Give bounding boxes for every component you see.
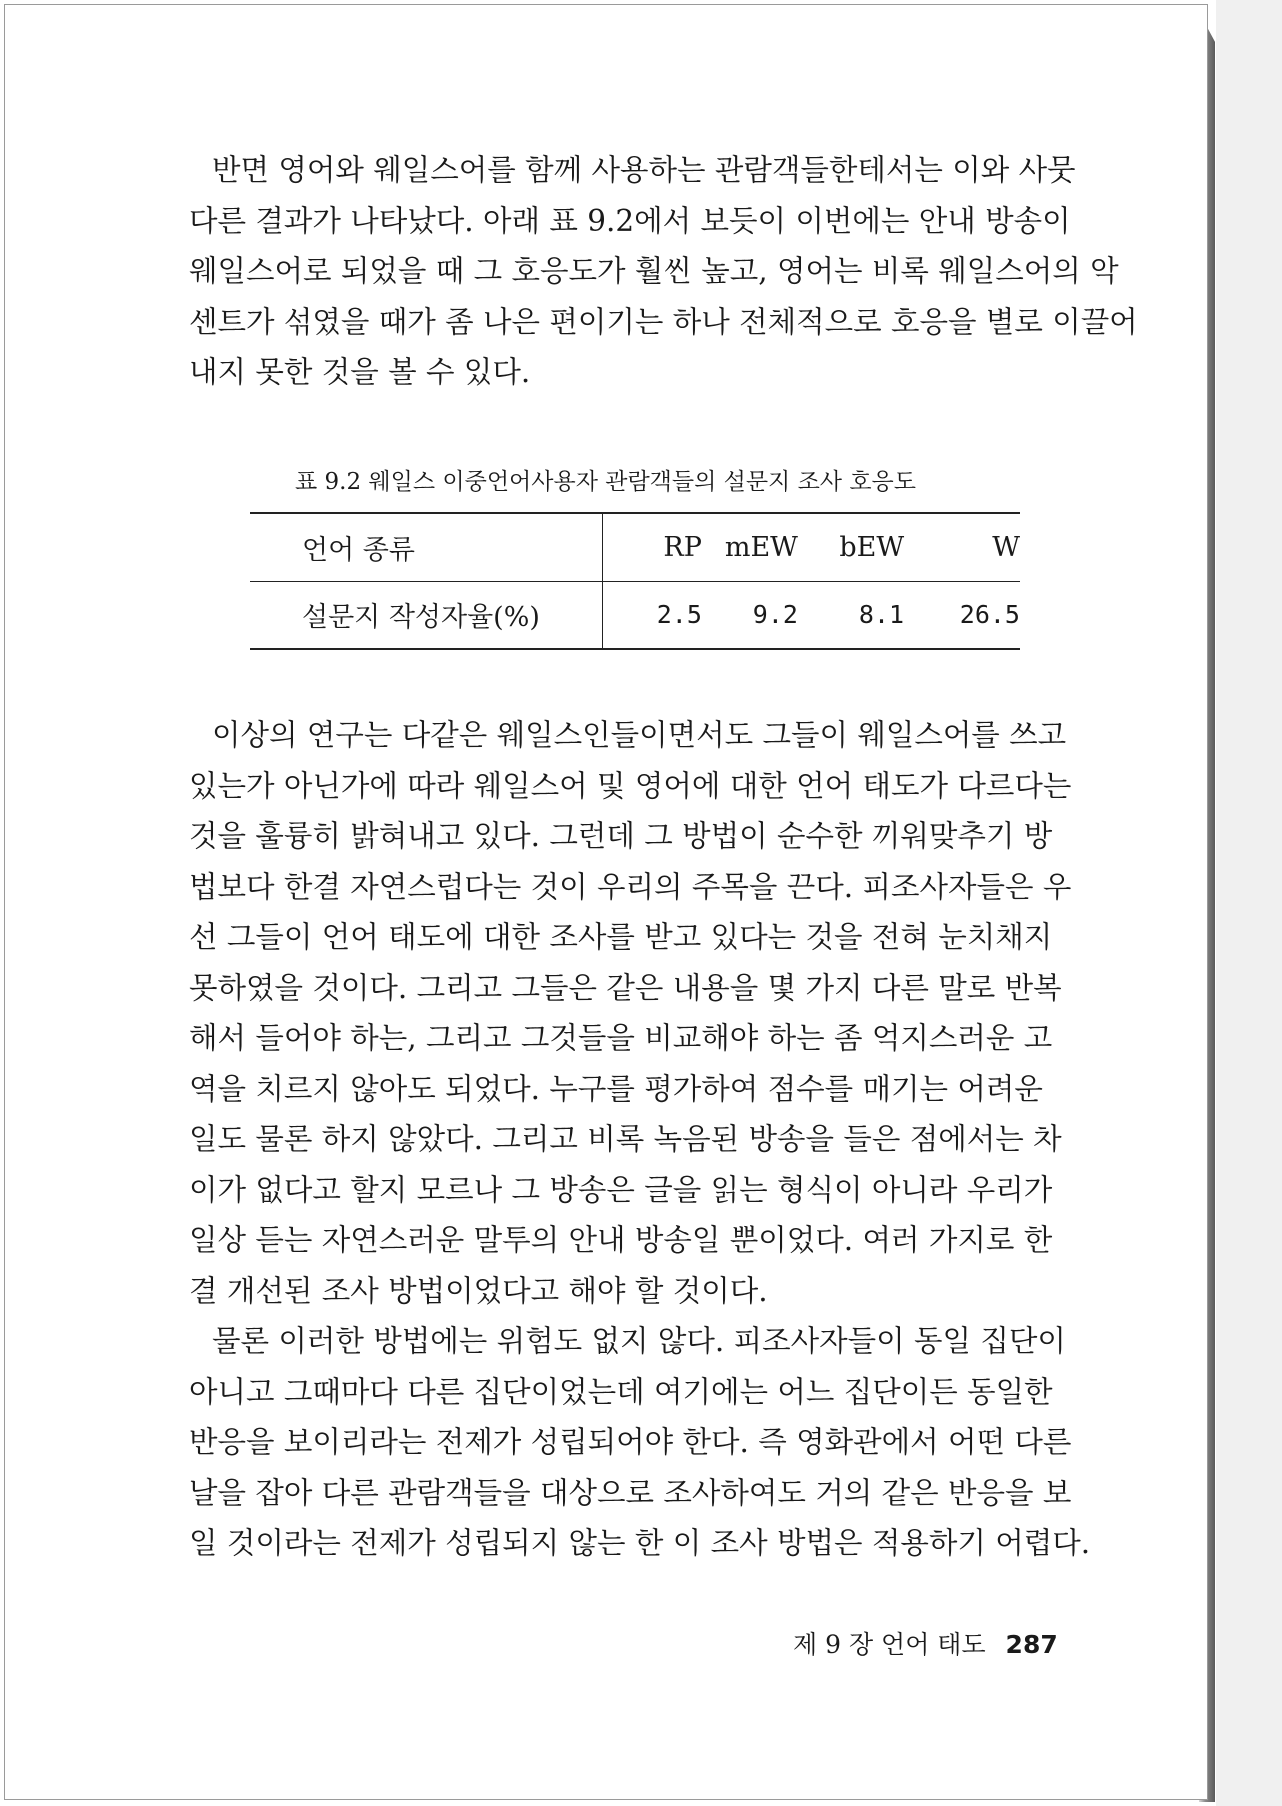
viewer-background	[1216, 0, 1282, 1806]
paragraph-line: 다른 결과가 나타났다. 아래 표 9.2에서 보듯이 이번에는 안내 방송이	[189, 203, 1071, 238]
paragraph-line: 해서 들어야 하는, 그리고 그것들을 비교해야 하는 좀 억지스러운 고	[189, 1021, 1053, 1055]
paragraph-line: 선 그들이 언어 태도에 대한 조사를 받고 있다는 것을 전혀 눈치채지	[189, 920, 1053, 954]
table-caption: 표 9.2 웨일스 이중언어사용자 관람객들의 설문지 조사 호응도	[295, 469, 916, 495]
paragraph-line: 역을 치르지 않아도 되었다. 누구를 평가하여 점수를 매기는 어려운	[189, 1071, 1043, 1106]
table-header-row	[250, 513, 1020, 581]
book-page	[4, 4, 1208, 1800]
paragraph-line: 웨일스어로 되었을 때 그 호응도가 훨씬 높고, 영어는 비록 웨일스어의 악	[189, 254, 1119, 288]
paragraph-3	[189, 1316, 1089, 1569]
paragraph-line: 있는가 아닌가에 따라 웨일스어 및 영어에 대한 언어 태도가 다르다는	[189, 768, 1072, 803]
paragraph-line: 일도 물론 하지 않았다. 그리고 비록 녹음된 방송을 들은 점에서는 차	[189, 1122, 1062, 1156]
paragraph-line: 일 것이라는 전제가 성립되지 않는 한 이 조사 방법은 적용하기 어렵다.	[189, 1526, 1091, 1560]
header-bew: bEW	[839, 531, 905, 563]
response-table	[250, 512, 1020, 650]
paragraph-line: 이가 없다고 할지 모르나 그 방송은 글을 읽는 형식이 아니라 우리가	[189, 1172, 1053, 1207]
paragraph-line: 법보다 한결 자연스럽다는 것이 우리의 주목을 끈다. 피조사자들은 우	[189, 869, 1072, 904]
header-mew: mEW	[724, 531, 798, 563]
running-chapter-title: 제 9 장 언어 태도	[793, 1630, 986, 1659]
paragraph-line: 것을 훌륭히 밝혀내고 있다. 그런데 그 방법이 순수한 끼워맞추기 방	[189, 819, 1053, 853]
page-number: 287	[1005, 1630, 1058, 1659]
cell-bew: 8.1	[858, 600, 905, 630]
paragraph-line: 반응을 보이리라는 전제가 성립되어야 한다. 즉 영화관에서 어떤 다른	[189, 1425, 1072, 1459]
paragraph-line: 날을 잡아 다른 관람객들을 대상으로 조사하여도 거의 같은 반응을 보	[189, 1475, 1072, 1510]
paragraph-line: 아니고 그때마다 다른 집단이었는데 여기에는 어느 집단이든 동일한	[189, 1374, 1053, 1409]
header-w: W	[992, 531, 1020, 563]
page-footer	[793, 1625, 1058, 1661]
header-rp: RP	[663, 531, 702, 563]
paragraph-line: 결 개선된 조사 방법이었다고 해야 할 것이다.	[189, 1273, 768, 1308]
paragraph-1	[189, 145, 1138, 398]
cell-mew: 9.2	[752, 600, 798, 630]
table-row	[250, 581, 1020, 649]
paragraph-line: 센트가 섞였을 때가 좀 나은 편이기는 하나 전체적으로 호응을 별로 이끌어	[189, 304, 1138, 339]
paragraph-line: 못하였을 것이다. 그리고 그들은 같은 내용을 몇 가지 다른 말로 반복	[189, 970, 1062, 1005]
paragraph-2	[189, 710, 1089, 1316]
paragraph-line: 내지 못한 것을 볼 수 있다.	[189, 355, 531, 389]
header-language-type: 언어 종류	[250, 513, 603, 581]
row-label: 설문지 작성자율(%)	[250, 581, 603, 649]
paragraph-line: 이상의 연구는 다같은 웨일스인들이면서도 그들이 웨일스어를 쓰고	[212, 718, 1067, 752]
paragraph-line: 물론 이러한 방법에는 위험도 없지 않다. 피조사자들이 동일 집단이	[212, 1324, 1066, 1358]
cell-w: 26.5	[959, 600, 1020, 630]
cell-rp: 2.5	[656, 600, 702, 630]
paragraph-line: 반면 영어와 웨일스어를 함께 사용하는 관람객들한테서는 이와 사뭇	[212, 153, 1076, 187]
paragraph-line: 일상 듣는 자연스러운 말투의 안내 방송일 뿐이었다. 여러 가지로 한	[189, 1223, 1053, 1257]
